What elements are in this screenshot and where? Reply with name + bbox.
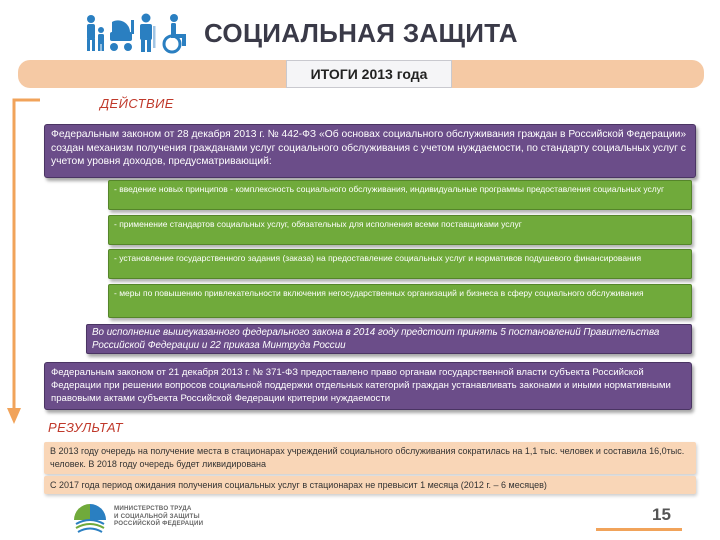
measure-item-2: - применение стандартов социальных услуг, обязательных для исполнения всеми поставщиками услуг — [108, 215, 692, 245]
result-item-2: С 2017 года период ожидания получения социальных услуг в стационарах не превысит 1 месяца (2012 г. – 6 месяцев) — [44, 476, 696, 494]
page-title: СОЦИАЛЬНАЯ ЗАЩИТА — [204, 18, 518, 48]
result-item-1: В 2013 году очередь на получение места в стационарах учреждений социального обслуживания сократилась на 1,1 тыс. человек и составила 16,0тыс. человек. В 2018 году очередь будет ликвидирована — [44, 442, 696, 474]
ministry-name-line-2: И СОЦИАЛЬНОЙ ЗАЩИТЫ — [114, 512, 200, 520]
family-icon — [87, 15, 104, 51]
year-banner-label: ИТОГИ 2013 года — [286, 60, 452, 88]
baby-stroller-icon — [110, 20, 134, 51]
page-number: 15 — [652, 505, 671, 524]
wheelchair-icon — [164, 14, 186, 52]
footer-accent-line — [596, 528, 682, 531]
header-icons — [82, 12, 194, 56]
ministry-name-line-1: МИНИСТЕРСТВО ТРУДА — [114, 505, 192, 512]
section-label-action: ДЕЙСТВИЕ — [100, 96, 174, 111]
ministry-name-line-3: РОССИЙСКОЙ ФЕДЕРАЦИИ — [114, 520, 204, 528]
second-law-box: Федеральным законом от 21 декабря 2013 г. № 371-ФЗ предоставлено право органам государственной власти субъекта Российской Федерации при решении вопросов социальной поддержки отдельных категорий граждан устанавливать законами и иными нормативными правовыми актами субъекта Российской Федерации критерии нуждаемости — [44, 362, 692, 410]
measure-item-1: - введение новых принципов - комплексность социального обслуживания, индивидуальные программы предоставления социальных услуг — [108, 180, 692, 210]
section-label-result: РЕЗУЛЬТАТ — [48, 420, 123, 435]
measure-item-3: - установление государственного задания (заказа) на предоставление социальных услуг и нормативов подушевого финансирования — [108, 249, 692, 279]
person-icon — [140, 14, 156, 53]
ministry-name — [114, 505, 203, 528]
measure-item-4: - меры по повышению привлекательности включения негосударственных организаций и бизнеса в сферу социального обслуживания — [108, 284, 692, 318]
italic-note-box: Во исполнение вышеуказанного федерального закона в 2014 году предстоит принять 5 постановлений Правительства Российской Федерации и 22 приказа Минтруда России — [86, 324, 692, 354]
main-law-box: Федеральным законом от 28 декабря 2013 г. № 442-ФЗ «Об основах социального обслуживания граждан в Российской Федерации» создан механизм получения гражданами услуг социального обслуживания с учетом нуждаемости, по стандарту социальных услуг с учетом уровня доходов, предусматривающий: — [44, 124, 696, 178]
ministry-logo — [72, 502, 108, 534]
